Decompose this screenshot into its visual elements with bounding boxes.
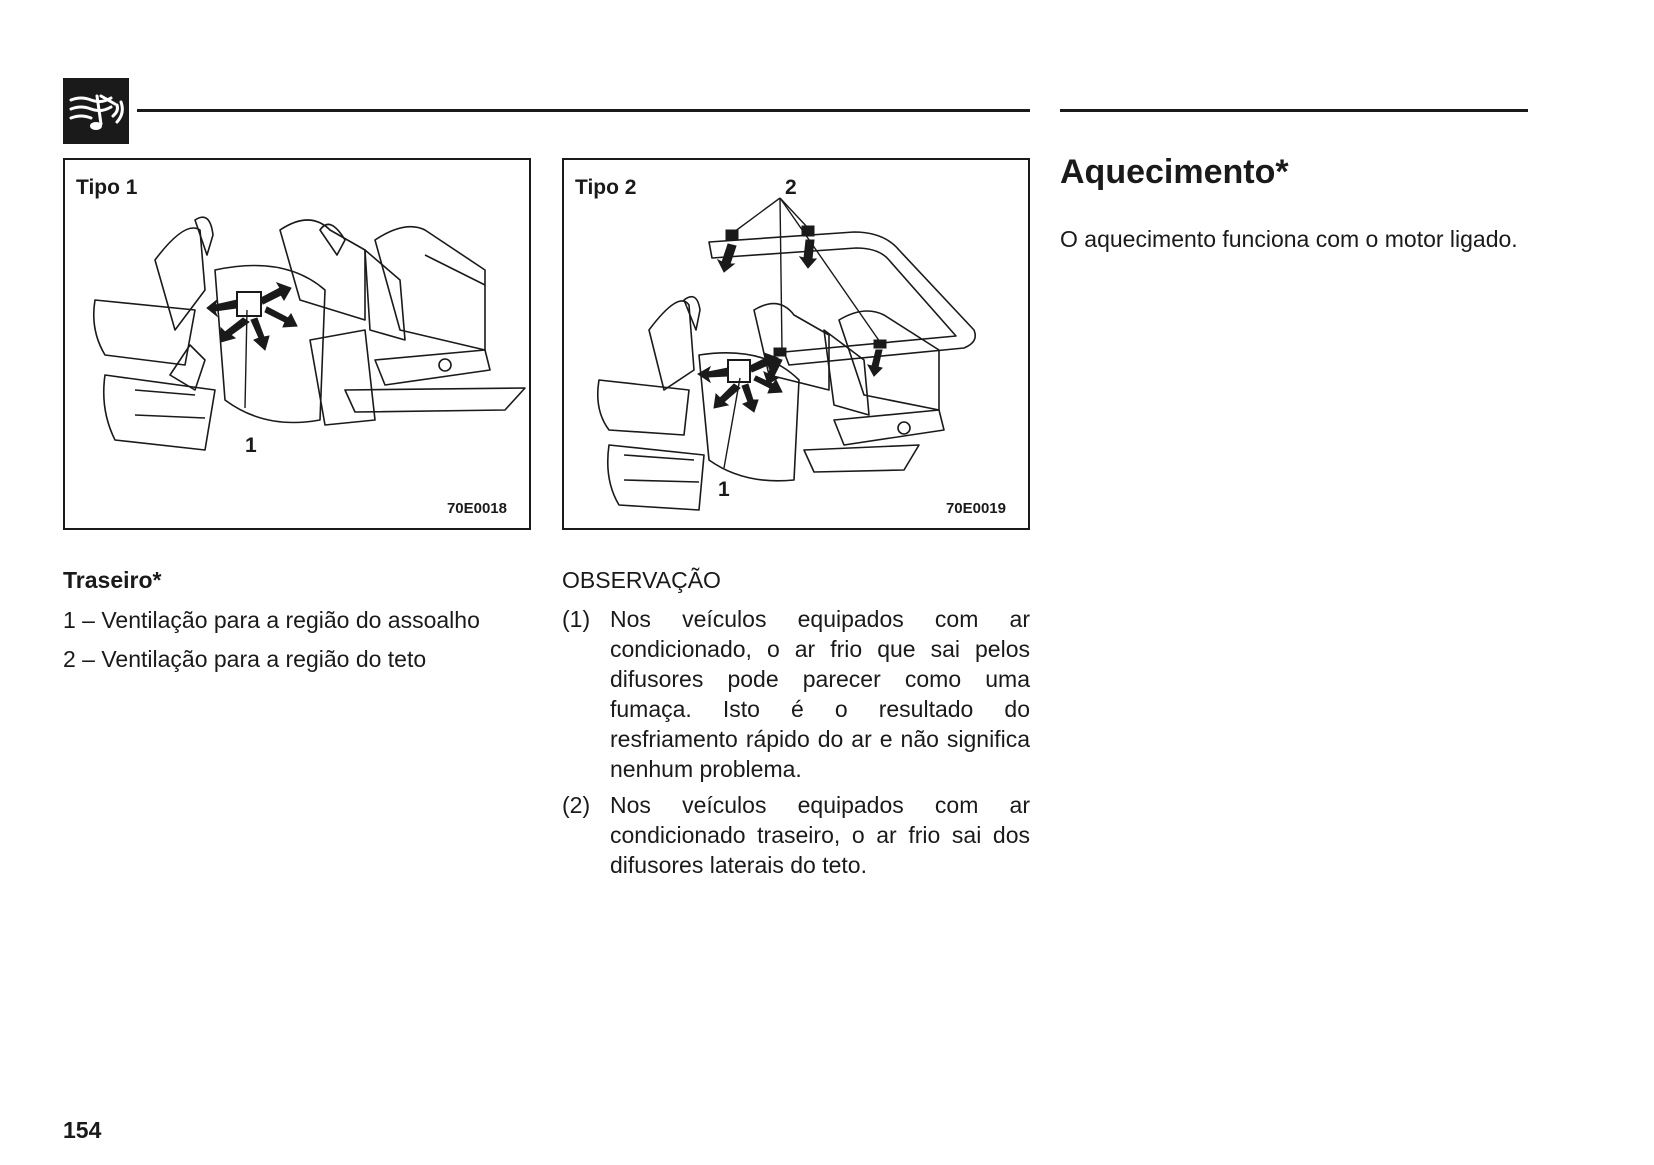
rear-legend-list	[63, 605, 533, 683]
list-item: 1 – Ventilação para a região do assoalho	[63, 607, 480, 633]
audio-music-icon	[63, 78, 129, 144]
item-number: (2)	[562, 792, 591, 818]
item-text: Nos veículos equipados com ar condicionado traseiro, o ar frio sai dos difusores laterais do teto.	[610, 792, 1030, 878]
list-item: 2 – Ventilação para a região do teto	[63, 646, 427, 672]
figure-code: 70E0018	[446, 500, 507, 517]
callout-label: 2	[785, 176, 797, 199]
figure-title: Tipo 1	[76, 176, 138, 199]
heating-heading: Aquecimento*	[1060, 153, 1289, 191]
header-rule-left	[137, 109, 1030, 112]
header-rule-right	[1060, 109, 1528, 112]
page-number: 154	[63, 1117, 102, 1143]
heating-text: O aquecimento funciona com o motor ligado.	[1060, 226, 1518, 252]
item-text: Nos veículos equipados com ar condicionado, o ar frio que sai pelos difusores pode parecer como uma fumaça. Isto é o resultado do resfriamento rápido do ar e não significa nenhum problema.	[610, 606, 1030, 782]
figure-title: Tipo 2	[575, 176, 637, 199]
rear-section-title: Traseiro*	[63, 567, 162, 593]
figure-tipo-2	[562, 158, 1030, 530]
observation-list	[562, 604, 1030, 886]
rear-seats-illustration-1	[65, 160, 529, 528]
rear-seats-illustration-2	[564, 160, 1028, 528]
callout-label: 1	[245, 434, 257, 457]
list-item	[562, 604, 1030, 784]
figure-code: 70E0019	[945, 500, 1006, 517]
callout-label: 1	[718, 478, 730, 501]
observation-title: OBSERVAÇÃO	[562, 567, 721, 593]
figure-tipo-1	[63, 158, 531, 530]
list-item	[562, 790, 1030, 880]
item-number: (1)	[562, 606, 591, 632]
